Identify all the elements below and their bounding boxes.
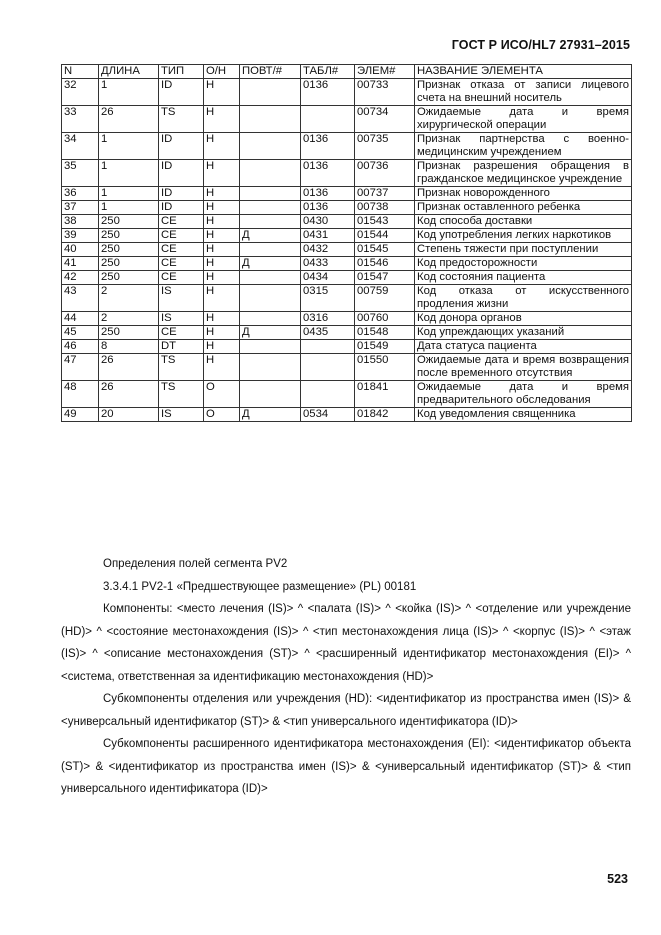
field-repeat-cell: [240, 79, 301, 106]
field-repeat-cell: [240, 243, 301, 257]
field-type-cell: IS: [159, 312, 204, 326]
field-name-cell: Код предосторожности: [415, 257, 632, 271]
field-name-cell: Код уведомления священника: [415, 408, 632, 422]
column-header-element: ЭЛЕМ#: [355, 65, 415, 79]
field-element-cell: 01544: [355, 229, 415, 243]
field-optionality-cell: О: [204, 408, 240, 422]
field-length-cell: 1: [99, 160, 159, 187]
field-number-cell: 32: [62, 79, 99, 106]
table-row: [62, 79, 632, 106]
field-optionality-cell: Н: [204, 106, 240, 133]
field-repeat-cell: [240, 133, 301, 160]
field-type-cell: CE: [159, 243, 204, 257]
field-repeat-cell: [240, 201, 301, 215]
field-number-cell: 48: [62, 381, 99, 408]
field-optionality-cell: Н: [204, 79, 240, 106]
field-optionality-cell: Н: [204, 312, 240, 326]
field-length-cell: 250: [99, 271, 159, 285]
table-row: [62, 326, 632, 340]
field-element-cell: 01547: [355, 271, 415, 285]
field-element-cell: 00736: [355, 160, 415, 187]
field-type-cell: DT: [159, 340, 204, 354]
field-element-cell: 00738: [355, 201, 415, 215]
field-element-cell: 00733: [355, 79, 415, 106]
field-length-cell: 250: [99, 257, 159, 271]
field-type-cell: CE: [159, 215, 204, 229]
field-number-cell: 41: [62, 257, 99, 271]
field-table-cell: 0136: [301, 160, 355, 187]
field-repeat-cell: Д: [240, 408, 301, 422]
field-name-cell: Признак партнерства с военно-медицинским учреждением: [415, 133, 632, 160]
field-repeat-cell: Д: [240, 229, 301, 243]
column-header-type: ТИП: [159, 65, 204, 79]
field-table-cell: 0433: [301, 257, 355, 271]
field-name-cell: Ожидаемые дата и время предварительного обследования: [415, 381, 632, 408]
table-row: [62, 354, 632, 381]
field-repeat-cell: [240, 312, 301, 326]
field-type-cell: ID: [159, 187, 204, 201]
field-number-cell: 38: [62, 215, 99, 229]
ei-subcomponents-paragraph: Субкомпоненты расширенного идентификатора местонахождения (EI): <идентификатор объекта (ST)> & <идентификатор из пространства имен (IS)> & <универсальный идентификатор (ST)> & <тип универсального идентификатора (ID)>: [61, 738, 631, 795]
table-row: [62, 201, 632, 215]
field-length-cell: 1: [99, 133, 159, 160]
field-repeat-cell: Д: [240, 257, 301, 271]
segment-fields-table: [61, 64, 632, 422]
page-number: 523: [607, 872, 628, 886]
field-element-cell: 01550: [355, 354, 415, 381]
field-repeat-cell: [240, 285, 301, 312]
field-element-cell: 01545: [355, 243, 415, 257]
document-header: ГОСТ Р ИСО/HL7 27931–2015: [451, 38, 630, 52]
field-table-cell: 0534: [301, 408, 355, 422]
field-optionality-cell: О: [204, 381, 240, 408]
column-header-optionality: О/Н: [204, 65, 240, 79]
table-row: [62, 106, 632, 133]
field-number-cell: 47: [62, 354, 99, 381]
field-number-cell: 33: [62, 106, 99, 133]
field-type-cell: CE: [159, 326, 204, 340]
column-header-table: ТАБЛ#: [301, 65, 355, 79]
field-repeat-cell: [240, 160, 301, 187]
field-element-cell: 01842: [355, 408, 415, 422]
column-header-repeat: ПОВТ/#: [240, 65, 301, 79]
field-number-cell: 39: [62, 229, 99, 243]
field-optionality-cell: Н: [204, 187, 240, 201]
field-table-cell: 0434: [301, 271, 355, 285]
field-number-cell: 46: [62, 340, 99, 354]
column-header-element-name: НАЗВАНИЕ ЭЛЕМЕНТА: [415, 65, 632, 79]
table-row: [62, 340, 632, 354]
field-repeat-cell: [240, 106, 301, 133]
field-name-cell: Признак новорожденного: [415, 187, 632, 201]
field-optionality-cell: Н: [204, 133, 240, 160]
field-name-cell: Ожидаемые дата и время хирургической операции: [415, 106, 632, 133]
field-table-cell: 0430: [301, 215, 355, 229]
field-table-cell: 0431: [301, 229, 355, 243]
section-title: Определения полей сегмента PV2: [103, 558, 288, 570]
field-optionality-cell: Н: [204, 201, 240, 215]
field-optionality-cell: Н: [204, 354, 240, 381]
field-repeat-cell: [240, 340, 301, 354]
field-name-cell: Признак отказа от записи лицевого счета на внешний носитель: [415, 79, 632, 106]
field-optionality-cell: Н: [204, 229, 240, 243]
table-row: [62, 229, 632, 243]
field-optionality-cell: Н: [204, 243, 240, 257]
field-type-cell: ID: [159, 201, 204, 215]
field-optionality-cell: Н: [204, 326, 240, 340]
field-table-cell: 0136: [301, 133, 355, 160]
field-repeat-cell: Д: [240, 326, 301, 340]
field-name-cell: Дата статуса пациента: [415, 340, 632, 354]
table-row: [62, 257, 632, 271]
table-row: [62, 187, 632, 201]
field-optionality-cell: Н: [204, 285, 240, 312]
field-element-cell: 00735: [355, 133, 415, 160]
field-type-cell: IS: [159, 285, 204, 312]
field-length-cell: 1: [99, 201, 159, 215]
field-name-cell: Код упреждающих указаний: [415, 326, 632, 340]
field-name-cell: Ожидаемые дата и время возвращения после временного отсутствия: [415, 354, 632, 381]
field-element-cell: 01543: [355, 215, 415, 229]
field-table-cell: 0315: [301, 285, 355, 312]
field-type-cell: CE: [159, 271, 204, 285]
field-table-cell: [301, 381, 355, 408]
subsection-title: 3.3.4.1 PV2-1 «Предшествующее размещение» (PL) 00181: [103, 580, 417, 593]
field-length-cell: 2: [99, 312, 159, 326]
field-repeat-cell: [240, 381, 301, 408]
field-element-cell: 00759: [355, 285, 415, 312]
field-length-cell: 20: [99, 408, 159, 422]
components-paragraph: Компоненты: <место лечения (IS)> ^ <палата (IS)> ^ <койка (IS)> ^ <отделение или учреждение (HD)> ^ <состояние местонахождения (IS)> ^ <тип местонахождения лица (IS)> ^ <корпус (IS)> ^ <этаж (IS)> ^ <описание местонахождения (ST)> ^ <расширенный идентификатор местонахождения (EI)> ^ <система, ответственная за идентификацию местонахождения (HD)>: [61, 603, 631, 683]
field-length-cell: 1: [99, 187, 159, 201]
field-name-cell: Степень тяжести при поступлении: [415, 243, 632, 257]
field-element-cell: 01841: [355, 381, 415, 408]
table-row: [62, 408, 632, 422]
field-length-cell: 250: [99, 215, 159, 229]
table-row: [62, 160, 632, 187]
table-row: [62, 285, 632, 312]
field-repeat-cell: [240, 354, 301, 381]
field-name-cell: Код способа доставки: [415, 215, 632, 229]
field-length-cell: 2: [99, 285, 159, 312]
table-row: [62, 312, 632, 326]
field-repeat-cell: [240, 187, 301, 201]
field-type-cell: TS: [159, 354, 204, 381]
hd-subcomponents-paragraph: Субкомпоненты отделения или учреждения (HD): <идентификатор из пространства имен (IS)> & <универсальный идентификатор (ST)> & <тип универсального идентификатора (ID)>: [61, 693, 631, 728]
field-type-cell: IS: [159, 408, 204, 422]
field-number-cell: 42: [62, 271, 99, 285]
field-number-cell: 49: [62, 408, 99, 422]
field-type-cell: CE: [159, 229, 204, 243]
field-table-cell: [301, 354, 355, 381]
field-table-cell: 0136: [301, 79, 355, 106]
field-table-cell: 0136: [301, 187, 355, 201]
field-name-cell: Признак разрешения обращения в гражданское медицинское учреждение: [415, 160, 632, 187]
field-optionality-cell: Н: [204, 340, 240, 354]
field-type-cell: ID: [159, 133, 204, 160]
field-number-cell: 43: [62, 285, 99, 312]
field-name-cell: Код употребления легких наркотиков: [415, 229, 632, 243]
field-element-cell: 01546: [355, 257, 415, 271]
field-name-cell: Код состояния пациента: [415, 271, 632, 285]
field-table-cell: 0316: [301, 312, 355, 326]
field-number-cell: 44: [62, 312, 99, 326]
field-number-cell: 36: [62, 187, 99, 201]
field-length-cell: 26: [99, 106, 159, 133]
field-table-cell: 0136: [301, 201, 355, 215]
field-element-cell: 00734: [355, 106, 415, 133]
column-header-n: N: [62, 65, 99, 79]
field-length-cell: 250: [99, 229, 159, 243]
table-row: [62, 243, 632, 257]
table-row: [62, 215, 632, 229]
field-length-cell: 8: [99, 340, 159, 354]
field-optionality-cell: Н: [204, 160, 240, 187]
field-type-cell: CE: [159, 257, 204, 271]
field-repeat-cell: [240, 215, 301, 229]
field-table-cell: [301, 340, 355, 354]
field-optionality-cell: Н: [204, 271, 240, 285]
field-number-cell: 40: [62, 243, 99, 257]
field-type-cell: ID: [159, 79, 204, 106]
table-row: [62, 381, 632, 408]
table-row: [62, 133, 632, 160]
field-optionality-cell: Н: [204, 215, 240, 229]
field-type-cell: TS: [159, 106, 204, 133]
field-element-cell: 00737: [355, 187, 415, 201]
field-name-cell: Код отказа от искусственного продления жизни: [415, 285, 632, 312]
field-length-cell: 250: [99, 243, 159, 257]
field-number-cell: 34: [62, 133, 99, 160]
field-length-cell: 26: [99, 381, 159, 408]
field-number-cell: 35: [62, 160, 99, 187]
column-header-length: ДЛИНА: [99, 65, 159, 79]
field-number-cell: 45: [62, 326, 99, 340]
field-table-cell: [301, 106, 355, 133]
field-type-cell: ID: [159, 160, 204, 187]
field-table-cell: 0435: [301, 326, 355, 340]
field-element-cell: 01549: [355, 340, 415, 354]
field-element-cell: 01548: [355, 326, 415, 340]
table-body: [62, 79, 632, 422]
field-name-cell: Признак оставленного ребенка: [415, 201, 632, 215]
field-length-cell: 26: [99, 354, 159, 381]
field-length-cell: 250: [99, 326, 159, 340]
field-number-cell: 37: [62, 201, 99, 215]
field-length-cell: 1: [99, 79, 159, 106]
field-element-cell: 00760: [355, 312, 415, 326]
field-type-cell: TS: [159, 381, 204, 408]
field-name-cell: Код донора органов: [415, 312, 632, 326]
table-row: [62, 271, 632, 285]
field-table-cell: 0432: [301, 243, 355, 257]
table-header-row: [62, 65, 632, 79]
section-body: [61, 553, 631, 801]
field-repeat-cell: [240, 271, 301, 285]
field-optionality-cell: Н: [204, 257, 240, 271]
